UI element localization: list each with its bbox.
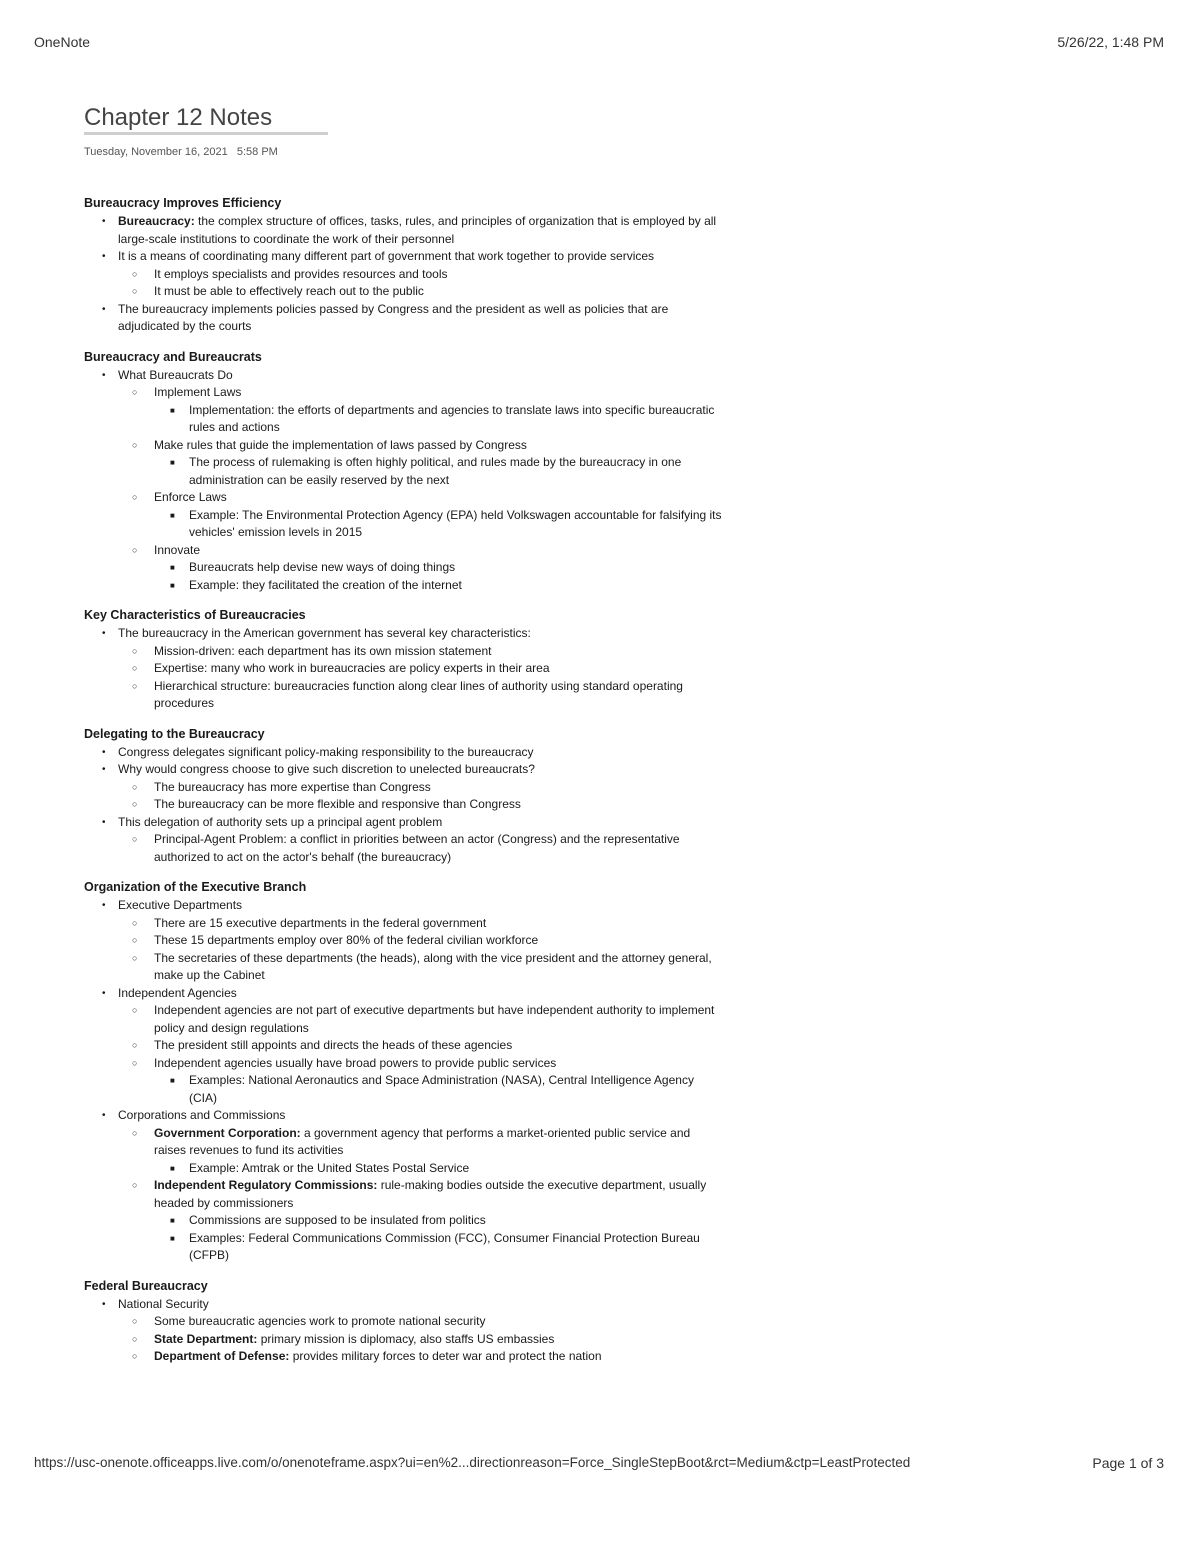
- circle-bullet-icon: ○: [132, 1180, 138, 1190]
- list-item: [84, 1331, 724, 1349]
- square-bullet-icon: ■: [170, 1216, 175, 1225]
- bullet-list: [84, 213, 724, 336]
- list-item-text: It is a means of coordinating many different part of government that work together to provide services: [118, 249, 655, 263]
- list-item-text: Implementation: the efforts of departments and agencies to translate laws into specific bureaucratic rules and actions: [189, 402, 715, 434]
- term: Independent Regulatory Commissions:: [154, 1178, 378, 1192]
- list-item: [84, 1296, 724, 1314]
- circle-bullet-icon: ○: [132, 834, 138, 844]
- list-item: [84, 897, 724, 915]
- definition: the complex structure of offices, tasks, rules, and principles of organization that is employed by all large-scale institutions to coordinate the work of their personnel: [118, 214, 717, 246]
- list-item: [84, 932, 724, 950]
- list-item-text: Example: The Environmental Protection Agency (EPA) held Volkswagen accountable for falsifying its vehicles' emission levels in 2015: [189, 507, 722, 539]
- list-item-text: The president still appoints and directs the heads of these agencies: [154, 1038, 513, 1052]
- circle-bullet-icon: ○: [132, 1316, 138, 1326]
- definition: primary mission is diplomacy, also staffs US embassies: [257, 1331, 555, 1346]
- list-item-text: The bureaucracy can be more flexible and responsive than Congress: [154, 797, 521, 811]
- list-item: [84, 1177, 724, 1212]
- list-item: [84, 1107, 724, 1125]
- list-item: [84, 437, 724, 455]
- page-date: Tuesday, November 16, 2021: [84, 146, 228, 158]
- list-item-text: National Security: [118, 1296, 209, 1311]
- bullet-icon: •: [102, 816, 106, 828]
- print-header-timestamp: 5/26/22, 1:48 PM: [1057, 34, 1164, 50]
- square-bullet-icon: ■: [170, 580, 175, 590]
- circle-bullet-icon: ○: [132, 917, 138, 928]
- list-item: [84, 985, 724, 1003]
- bullet-list: [84, 625, 724, 713]
- square-bullet-icon: ■: [170, 405, 175, 415]
- list-item-text: What Bureaucrats Do: [118, 367, 233, 382]
- circle-bullet-icon: ○: [132, 286, 138, 296]
- list-item-text: Innovate: [154, 542, 201, 557]
- bullet-icon: •: [102, 369, 106, 381]
- list-item: [84, 507, 724, 542]
- list-item: [84, 1037, 724, 1055]
- list-item: [84, 1348, 724, 1366]
- list-item: [84, 1002, 724, 1037]
- circle-bullet-icon: ○: [132, 1333, 138, 1344]
- list-item-text: This delegation of authority sets up a principal agent problem: [118, 814, 443, 829]
- list-item-text: The bureaucracy in the American government has several key characteristics:: [118, 626, 531, 640]
- list-item: [84, 559, 724, 577]
- list-item: [84, 384, 724, 402]
- list-item: [84, 678, 724, 713]
- term: Department of Defense:: [154, 1349, 290, 1363]
- circle-bullet-icon: ○: [132, 268, 138, 279]
- list-item: [84, 950, 724, 985]
- list-item: [84, 577, 724, 595]
- list-item: [84, 1160, 724, 1178]
- list-item-text: Independent agencies usually have broad powers to provide public services: [154, 1055, 557, 1070]
- title-underline: [84, 132, 328, 135]
- list-item: [84, 744, 724, 762]
- square-bullet-icon: ■: [170, 510, 175, 520]
- page-title: Chapter 12 Notes: [84, 104, 273, 131]
- circle-bullet-icon: ○: [132, 1057, 138, 1068]
- section-heading: Delegating to the Bureaucracy: [84, 726, 265, 741]
- circle-bullet-icon: ○: [132, 439, 138, 450]
- circle-bullet-icon: ○: [132, 1005, 138, 1015]
- list-item-text: Principal-Agent Problem: a conflict in priorities between an actor (Congress) and the representative authorized to act on the actor's behalf (the bureaucracy): [154, 832, 680, 864]
- list-item: [84, 1055, 724, 1073]
- definition: provides military forces to deter war and protect the nation: [289, 1349, 602, 1363]
- page-datetime: [84, 146, 278, 158]
- list-item-text: Implement Laws: [154, 385, 242, 399]
- print-footer-url: https://usc-onenote.officeapps.live.com/o/onenoteframe.aspx?ui=en%2...directionreason=Force_SingleStepBoot&rct=Medium&ctp=LeastProtected: [34, 1455, 911, 1470]
- circle-bullet-icon: ○: [132, 680, 138, 691]
- list-item: [84, 283, 724, 301]
- square-bullet-icon: ■: [170, 458, 175, 467]
- bullet-list: [84, 744, 724, 867]
- list-item-text: Independent Agencies: [118, 985, 237, 1000]
- term: Government Corporation:: [154, 1125, 301, 1140]
- list-item: [84, 1313, 724, 1331]
- section-heading: Bureaucracy Improves Efficiency: [84, 196, 282, 210]
- list-item-text: Expertise: many who work in bureaucracies are policy experts in their area: [154, 661, 550, 675]
- list-item: [84, 761, 724, 779]
- print-footer-page-indicator: Page 1 of 3: [1092, 1455, 1164, 1471]
- bullet-icon: •: [102, 746, 106, 758]
- list-item-text: The secretaries of these departments (the heads), along with the vice president and the attorney general, make up the Cabinet: [154, 950, 712, 982]
- circle-bullet-icon: ○: [132, 645, 138, 656]
- circle-bullet-icon: ○: [132, 1351, 138, 1361]
- list-item-text: The bureaucracy implements policies passed by Congress and the president as well as policies that are adjudicated by the courts: [118, 301, 669, 333]
- list-item: [84, 402, 724, 437]
- circle-bullet-icon: ○: [132, 387, 138, 397]
- list-item: [84, 301, 724, 336]
- term: Bureaucracy:: [118, 214, 195, 228]
- list-item: [84, 266, 724, 284]
- circle-bullet-icon: ○: [132, 935, 138, 945]
- list-item: [84, 1230, 724, 1265]
- list-item-text: Examples: National Aeronautics and Space Administration (NASA), Central Intelligence Agency (CIA): [189, 1073, 694, 1105]
- list-item-text: Corporations and Commissions: [118, 1108, 286, 1122]
- list-item: [84, 796, 724, 814]
- list-item-text: There are 15 executive departments in the federal government: [154, 915, 487, 930]
- square-bullet-icon: ■: [170, 1163, 175, 1173]
- bullet-icon: •: [102, 764, 106, 775]
- definition: a government agency that performs a market-oriented public service and raises revenues to fund its activities: [154, 1125, 691, 1157]
- list-item: [84, 454, 724, 489]
- section-heading: Key Characteristics of Bureaucracies: [84, 608, 306, 622]
- list-item: [84, 213, 724, 248]
- section-heading: Bureaucracy and Bureaucrats: [84, 349, 262, 364]
- bullet-icon: •: [102, 987, 106, 999]
- list-item-text: Executive Departments: [118, 898, 243, 912]
- list-item: [84, 643, 724, 661]
- list-item: [84, 1125, 724, 1160]
- list-item: [84, 1072, 724, 1107]
- list-item-text: Hierarchical structure: bureaucracies function along clear lines of authority using standard operating procedures: [154, 678, 683, 710]
- list-item: [84, 489, 724, 507]
- section-heading: Organization of the Executive Branch: [84, 880, 307, 894]
- list-item-text: It employs specialists and provides resources and tools: [154, 266, 448, 281]
- bullet-icon: •: [102, 303, 106, 315]
- print-header-app-name: OneNote: [34, 34, 91, 50]
- circle-bullet-icon: ○: [132, 544, 138, 555]
- circle-bullet-icon: ○: [132, 952, 138, 963]
- list-item-text: Example: they facilitated the creation of the internet: [189, 577, 462, 592]
- list-item-text: Commissions are supposed to be insulated from politics: [189, 1213, 486, 1227]
- bullet-icon: •: [102, 216, 106, 227]
- bullet-list: [84, 1296, 724, 1366]
- list-item-text: Examples: Federal Communications Commission (FCC), Consumer Financial Protection Bureau (CFPB): [189, 1230, 700, 1262]
- list-item-text: Enforce Laws: [154, 490, 227, 504]
- bullet-list: [84, 897, 724, 1265]
- square-bullet-icon: ■: [170, 1233, 175, 1243]
- list-item: [84, 660, 724, 678]
- list-item: [84, 915, 724, 933]
- list-item-text: Make rules that guide the implementation of laws passed by Congress: [154, 437, 527, 452]
- list-item-text: Example: Amtrak or the United States Postal Service: [189, 1160, 470, 1175]
- list-item: [84, 625, 724, 643]
- list-item-text: Congress delegates significant policy-making responsibility to the bureaucracy: [118, 744, 534, 759]
- list-item: [84, 831, 724, 866]
- circle-bullet-icon: ○: [132, 1040, 138, 1050]
- list-item-text: Why would congress choose to give such discretion to unelected bureaucrats?: [118, 762, 535, 776]
- list-item: [84, 367, 724, 385]
- list-item-text: It must be able to effectively reach out to the public: [154, 284, 424, 298]
- list-item-text: The process of rulemaking is often highly political, and rules made by the bureaucracy in one administration can be easily reserved by the next: [189, 455, 682, 487]
- list-item-text: These 15 departments employ over 80% of the federal civilian workforce: [154, 933, 539, 947]
- list-item-text: The bureaucracy has more expertise than Congress: [154, 779, 431, 794]
- note-content: [84, 188, 724, 1366]
- bullet-icon: •: [102, 628, 106, 639]
- circle-bullet-icon: ○: [132, 663, 138, 673]
- term: State Department:: [154, 1331, 258, 1346]
- bullet-list: [84, 367, 724, 595]
- page-time: 5:58 PM: [236, 146, 278, 158]
- bullet-icon: •: [102, 1298, 106, 1310]
- square-bullet-icon: ■: [170, 1076, 175, 1085]
- bullet-icon: •: [102, 251, 106, 262]
- bullet-icon: •: [102, 900, 106, 911]
- square-bullet-icon: ■: [170, 563, 175, 572]
- circle-bullet-icon: ○: [132, 492, 138, 502]
- list-item: [84, 814, 724, 832]
- circle-bullet-icon: ○: [132, 1127, 138, 1138]
- list-item-text: Some bureaucratic agencies work to promote national security: [154, 1314, 486, 1328]
- list-item-text: Mission-driven: each department has its own mission statement: [154, 643, 492, 658]
- circle-bullet-icon: ○: [132, 799, 138, 809]
- circle-bullet-icon: ○: [132, 781, 138, 792]
- list-item: [84, 779, 724, 797]
- definition: rule-making bodies outside the executive department, usually headed by commissioners: [154, 1178, 707, 1210]
- list-item-text: Bureaucrats help devise new ways of doing things: [189, 560, 456, 574]
- section-heading: Federal Bureaucracy: [84, 1278, 208, 1293]
- list-item: [84, 1212, 724, 1230]
- list-item-text: Independent agencies are not part of executive departments but have independent authority to implement policy and design regulations: [154, 1003, 715, 1035]
- list-item: [84, 248, 724, 266]
- bullet-icon: •: [102, 1110, 106, 1121]
- list-item: [84, 542, 724, 560]
